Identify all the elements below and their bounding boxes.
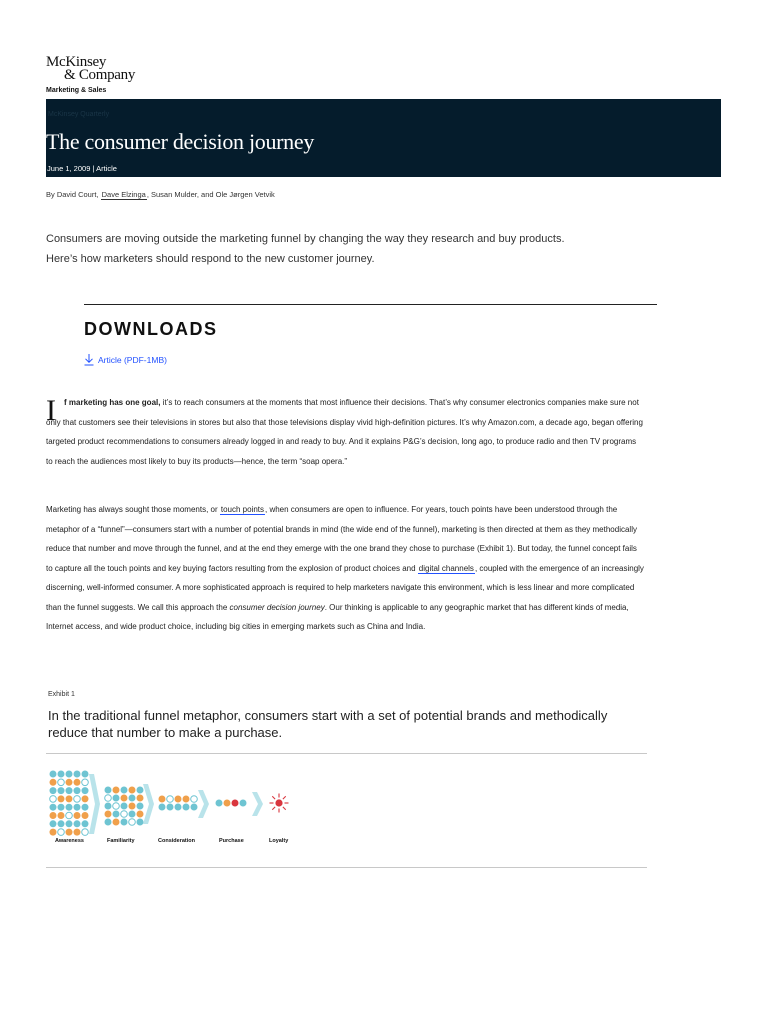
section-label[interactable]: Marketing & Sales (46, 87, 107, 94)
loyalty-ray (272, 807, 275, 810)
familiarity-dot (113, 803, 120, 810)
loyalty-ray (272, 796, 275, 799)
familiarity-dot (121, 811, 128, 818)
awareness-dot (74, 804, 81, 811)
awareness-dot (74, 820, 81, 827)
awareness-dot (50, 796, 57, 803)
exhibit-top-rule (46, 753, 647, 754)
stage-label-purchase: Purchase (219, 838, 244, 844)
publication-kicker[interactable]: McKinsey Quarterly (48, 111, 110, 118)
purchase-dot (224, 800, 231, 807)
consideration-dot (167, 796, 174, 803)
awareness-dot (50, 771, 57, 778)
consideration-dot (159, 804, 166, 811)
paragraph-2-emphasis: consumer decision journey (229, 602, 325, 612)
consideration-dot (191, 804, 198, 811)
dek-line-1: Consumers are moving outside the marketing funnel by changing the way they research and buy products. (46, 233, 565, 245)
article-dek (46, 229, 646, 269)
familiarity-dot (129, 811, 136, 818)
exhibit-number: Exhibit 1 (48, 691, 75, 698)
awareness-dot (74, 771, 81, 778)
authors-suffix: , Susan Mulder, and Ole Jørgen Vetvik (146, 190, 275, 199)
familiarity-dot (137, 803, 144, 810)
awareness-dot (50, 812, 57, 819)
awareness-dot (74, 779, 81, 786)
consideration-dot (183, 796, 190, 803)
familiarity-dot (113, 795, 120, 802)
awareness-dot (82, 804, 89, 811)
familiarity-dot (137, 811, 144, 818)
author-link[interactable]: Dave Elzinga (101, 190, 146, 199)
familiarity-dot (113, 787, 120, 794)
loyalty-ray (283, 796, 286, 799)
purchase-dot (216, 800, 223, 807)
awareness-dot (66, 829, 73, 836)
logo-line-1: McKinsey (46, 54, 107, 70)
familiarity-dot (137, 787, 144, 794)
familiarity-dot (137, 795, 144, 802)
paragraph-2-text-b: , when consumers are open to influence. For years, touch points have been understood through the metaphor of a “funnel”—consumers start with a number of potential brands in mind (the wide end of the funnel), marketing is then directed at them as they methodically reduce that number and move through the funnel, and at the end they emerge with the one brand they chose to purchase (Exhibit 1). But today, the funnel concept fails to capture all the touch points and key buying factors resulting from the explosion of product choices and (46, 505, 637, 573)
familiarity-dot (105, 811, 112, 818)
awareness-dot (66, 771, 73, 778)
awareness-dot (66, 787, 73, 794)
awareness-dot (58, 820, 65, 827)
article-meta: June 1, 2009 | Article (47, 164, 117, 173)
awareness-dot (58, 787, 65, 794)
familiarity-dot (129, 787, 136, 794)
digital-channels-link[interactable]: digital channels (418, 563, 474, 573)
logo-line-2: & Company (64, 67, 136, 83)
familiarity-dot (121, 787, 128, 794)
awareness-dot (74, 796, 81, 803)
awareness-dot (50, 779, 57, 786)
awareness-dot (50, 787, 57, 794)
stage-label-familiarity: Familiarity (107, 838, 135, 844)
stage-label-awareness: Awareness (55, 838, 84, 844)
stage-label-consideration: Consideration (158, 838, 195, 844)
mckinsey-logo[interactable] (46, 56, 146, 82)
paragraph-1-lead: f marketing has one goal, (64, 398, 161, 407)
awareness-dot (66, 812, 73, 819)
consideration-dot (191, 796, 198, 803)
exhibit-title: In the traditional funnel metaphor, consumers start with a set of potential brands and methodically reduce that number to make a purchase. (48, 708, 608, 740)
purchase-dot-selected (232, 800, 239, 807)
awareness-dot (74, 812, 81, 819)
familiarity-dot (113, 811, 120, 818)
awareness-dot (66, 820, 73, 827)
consideration-dot (167, 804, 174, 811)
familiarity-dot (105, 803, 112, 810)
awareness-dot (58, 812, 65, 819)
authors-byline (46, 190, 275, 199)
consideration-dot (175, 804, 182, 811)
paragraph-1 (46, 393, 644, 471)
awareness-dot (58, 795, 65, 802)
awareness-dot (58, 829, 65, 836)
awareness-dot (66, 795, 73, 802)
awareness-dot (74, 787, 81, 794)
familiarity-dot (113, 819, 120, 826)
consideration-dot (175, 796, 182, 803)
funnel-arrow-1 (89, 774, 100, 834)
touch-points-link[interactable]: touch points (220, 505, 264, 514)
awareness-dot (58, 779, 65, 786)
familiarity-dot (129, 803, 136, 810)
loyalty-ray (283, 807, 286, 810)
familiarity-dot (105, 787, 112, 794)
paragraph-1-text: it’s to reach consumers at the moments that most influence their decisions. That’s why consumer electronics companies make sure not only that customers see their televisions in stores but also that those televisions display vivid high-definition pictures. It’s why Amazon.com, a decade ago, began offering targeted product recommendations to consumers already logged in and ready to buy. And it explains P&G’s decision, long ago, to produce radio and then TV programs to reach the audiences most likely to buy its products—hence, the term “soap opera.” (46, 398, 643, 466)
familiarity-dot (121, 803, 128, 810)
familiarity-dot (105, 819, 112, 826)
familiarity-dot (121, 819, 128, 826)
awareness-dot (74, 829, 81, 836)
exhibit-bottom-rule (46, 867, 647, 868)
drop-cap: I (46, 394, 56, 427)
awareness-dot (66, 804, 73, 811)
familiarity-dot (129, 795, 136, 802)
download-icon (84, 354, 94, 366)
awareness-dot (82, 820, 89, 827)
consideration-dot (159, 796, 166, 803)
funnel-arrow-3 (198, 790, 209, 818)
download-article-link[interactable] (84, 354, 167, 366)
awareness-dot (82, 812, 89, 819)
consideration-dot (183, 804, 190, 811)
dek-line-2: Here’s how marketers should respond to the new customer journey. (46, 253, 375, 265)
authors-prefix: By David Court, (46, 190, 99, 199)
awareness-dot (66, 779, 73, 786)
awareness-dot (50, 804, 57, 811)
awareness-dot (82, 787, 89, 794)
funnel-arrow-4 (252, 792, 263, 816)
download-link-label: Article (PDF-1MB) (98, 355, 167, 365)
awareness-dot (82, 795, 89, 802)
downloads-divider (84, 304, 657, 305)
awareness-dot (50, 829, 57, 836)
awareness-dot (58, 804, 65, 811)
page-title: The consumer decision journey (46, 129, 315, 154)
familiarity-dot (137, 819, 144, 826)
awareness-dot (82, 779, 89, 786)
paragraph-2-text-c: , coupled with the emergence of an increasingly discerning, well-informed consumer. A more sophisticated approach is required to help marketers navigate this environment, which is less linear and more complicated than the funnel suggests. We call this approach the (46, 563, 644, 612)
awareness-dot (50, 820, 57, 827)
awareness-dot (82, 771, 89, 778)
awareness-dot (58, 771, 65, 778)
familiarity-dot (121, 795, 128, 802)
downloads-heading: DOWNLOADS (84, 319, 218, 339)
stage-label-loyalty: Loyalty (269, 838, 289, 844)
article-banner (46, 99, 721, 177)
paragraph-2 (46, 500, 644, 637)
familiarity-dot (129, 819, 136, 826)
familiarity-dot (105, 795, 112, 802)
funnel-arrow-2 (143, 784, 154, 824)
awareness-dot (82, 829, 89, 836)
purchase-dot (240, 800, 247, 807)
paragraph-2-text-a: Marketing has always sought those moments, or (46, 505, 220, 514)
paragraph-2-text-d: . Our thinking is applicable to any geographic market that has different kinds of media, Internet access, and wide product choice, including big cities in emerging markets such as China and India. (46, 602, 629, 631)
loyalty-dot (275, 799, 282, 806)
